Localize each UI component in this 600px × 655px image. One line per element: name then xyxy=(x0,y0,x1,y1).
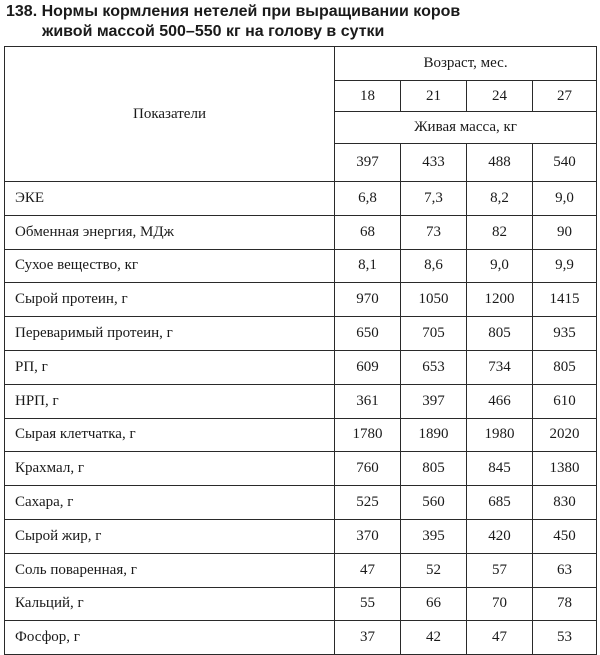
value-cell: 55 xyxy=(335,587,401,621)
value-cell: 805 xyxy=(401,452,467,486)
mass-cell: 433 xyxy=(401,144,467,182)
value-cell: 70 xyxy=(467,587,533,621)
value-cell: 361 xyxy=(335,384,401,418)
value-cell: 397 xyxy=(401,384,467,418)
value-cell: 66 xyxy=(401,587,467,621)
mass-header: Живая масса, кг xyxy=(335,112,597,144)
table-caption xyxy=(6,2,596,42)
table-row xyxy=(5,283,597,317)
table-row xyxy=(5,587,597,621)
value-cell: 450 xyxy=(533,519,597,553)
value-cell: 52 xyxy=(401,553,467,587)
value-cell: 9,0 xyxy=(467,249,533,283)
value-cell: 82 xyxy=(467,215,533,249)
indicator-name: Сухое вещество, кг xyxy=(5,249,335,283)
value-cell: 1890 xyxy=(401,418,467,452)
value-cell: 68 xyxy=(335,215,401,249)
age-cell: 24 xyxy=(467,80,533,112)
mass-cell: 540 xyxy=(533,144,597,182)
value-cell: 7,3 xyxy=(401,182,467,216)
value-cell: 1050 xyxy=(401,283,467,317)
value-cell: 37 xyxy=(335,621,401,655)
indicator-name: Обменная энергия, МДж xyxy=(5,215,335,249)
value-cell: 734 xyxy=(467,350,533,384)
value-cell: 8,1 xyxy=(335,249,401,283)
table-row xyxy=(5,452,597,486)
value-cell: 78 xyxy=(533,587,597,621)
mass-cell: 488 xyxy=(467,144,533,182)
indicator-name: НРП, г xyxy=(5,384,335,418)
table-body xyxy=(5,182,597,655)
value-cell: 830 xyxy=(533,486,597,520)
indicator-name: Крахмал, г xyxy=(5,452,335,486)
value-cell: 47 xyxy=(335,553,401,587)
feeding-norms-table xyxy=(4,46,597,655)
value-cell: 650 xyxy=(335,317,401,351)
value-cell: 1780 xyxy=(335,418,401,452)
age-cell: 21 xyxy=(401,80,467,112)
value-cell: 370 xyxy=(335,519,401,553)
table-row xyxy=(5,519,597,553)
value-cell: 395 xyxy=(401,519,467,553)
value-cell: 53 xyxy=(533,621,597,655)
indicator-name: Сырая клетчатка, г xyxy=(5,418,335,452)
indicator-name: Сырой жир, г xyxy=(5,519,335,553)
value-cell: 42 xyxy=(401,621,467,655)
value-cell: 805 xyxy=(533,350,597,384)
indicator-name: Переваримый протеин, г xyxy=(5,317,335,351)
caption-line-1: 138. Нормы кормления нетелей при выращивании коров xyxy=(6,3,461,20)
value-cell: 63 xyxy=(533,553,597,587)
value-cell: 760 xyxy=(335,452,401,486)
value-cell: 845 xyxy=(467,452,533,486)
value-cell: 90 xyxy=(533,215,597,249)
value-cell: 685 xyxy=(467,486,533,520)
table-row xyxy=(5,350,597,384)
table-row xyxy=(5,384,597,418)
value-cell: 9,9 xyxy=(533,249,597,283)
table-row xyxy=(5,317,597,351)
value-cell: 9,0 xyxy=(533,182,597,216)
mass-cell: 397 xyxy=(335,144,401,182)
indicator-name: Сахара, г xyxy=(5,486,335,520)
value-cell: 1415 xyxy=(533,283,597,317)
value-cell: 8,2 xyxy=(467,182,533,216)
value-cell: 560 xyxy=(401,486,467,520)
indicator-name: Кальций, г xyxy=(5,587,335,621)
caption-line-2: живой массой 500–550 кг на голову в сутки xyxy=(42,23,385,40)
age-header: Возраст, мес. xyxy=(335,47,597,81)
value-cell: 525 xyxy=(335,486,401,520)
table-row xyxy=(5,418,597,452)
value-cell: 73 xyxy=(401,215,467,249)
value-cell: 805 xyxy=(467,317,533,351)
value-cell: 57 xyxy=(467,553,533,587)
indicator-name: Фосфор, г xyxy=(5,621,335,655)
indicator-name: Соль поваренная, г xyxy=(5,553,335,587)
indicators-header: Показатели xyxy=(5,47,335,182)
table-row xyxy=(5,486,597,520)
value-cell: 6,8 xyxy=(335,182,401,216)
age-cell: 18 xyxy=(335,80,401,112)
table-row xyxy=(5,182,597,216)
value-cell: 2020 xyxy=(533,418,597,452)
value-cell: 8,6 xyxy=(401,249,467,283)
value-cell: 466 xyxy=(467,384,533,418)
feeding-norms-table-container xyxy=(4,46,596,655)
table-row xyxy=(5,621,597,655)
value-cell: 1980 xyxy=(467,418,533,452)
table-header xyxy=(5,47,597,182)
value-cell: 1380 xyxy=(533,452,597,486)
value-cell: 653 xyxy=(401,350,467,384)
value-cell: 935 xyxy=(533,317,597,351)
table-row xyxy=(5,215,597,249)
indicator-name: Сырой протеин, г xyxy=(5,283,335,317)
indicator-name: ЭКЕ xyxy=(5,182,335,216)
value-cell: 705 xyxy=(401,317,467,351)
table-row xyxy=(5,553,597,587)
age-cell: 27 xyxy=(533,80,597,112)
value-cell: 970 xyxy=(335,283,401,317)
value-cell: 47 xyxy=(467,621,533,655)
table-row xyxy=(5,249,597,283)
value-cell: 610 xyxy=(533,384,597,418)
indicator-name: РП, г xyxy=(5,350,335,384)
value-cell: 1200 xyxy=(467,283,533,317)
value-cell: 609 xyxy=(335,350,401,384)
value-cell: 420 xyxy=(467,519,533,553)
